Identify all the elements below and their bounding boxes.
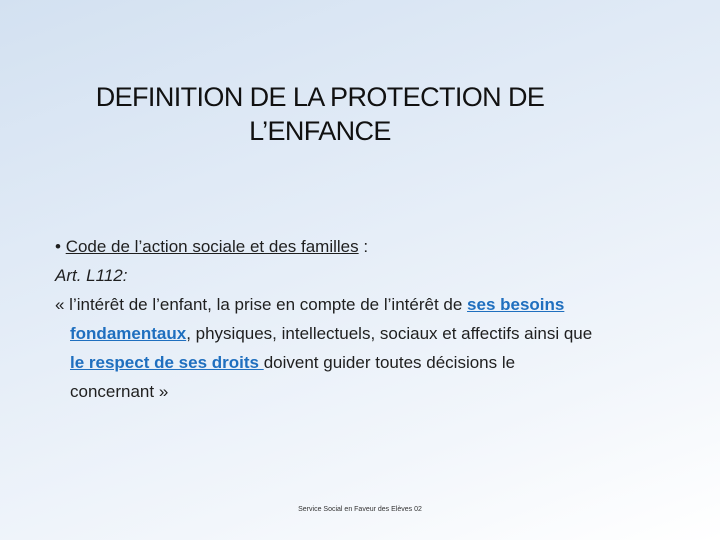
bullet-icon: • [55, 237, 61, 256]
slide-body [55, 232, 675, 406]
title-line-2: L’ENFANCE [249, 116, 391, 146]
link-droits[interactable]: le respect de ses droits [70, 353, 264, 372]
bullet-line [55, 232, 675, 261]
slide-footer: Service Social en Faveur des Elèves 02 [298, 506, 422, 513]
code-reference: Code de l’action sociale et des familles [65, 237, 359, 256]
article-ref: Art. L112: [55, 266, 128, 285]
quote-line-3 [55, 348, 675, 377]
quote-start: « l’intérêt de l’enfant, la prise en compte de l’intérêt de [55, 295, 468, 314]
title-line-1: DEFINITION DE LA PROTECTION DE [95, 82, 545, 112]
link-fondamentaux[interactable]: fondamentaux [70, 324, 187, 343]
link-besoins[interactable]: ses besoins [467, 295, 565, 314]
quote-mid: , physiques, intellectuels, sociaux et affectifs ainsi que [186, 324, 593, 343]
code-suffix: : [358, 237, 369, 256]
slide-title [60, 80, 580, 148]
quote-line-2 [55, 319, 675, 348]
quote-line-4: concernant » [70, 382, 169, 401]
quote-end-1: doivent guider toutes décisions le [263, 353, 516, 372]
quote-line-1 [55, 290, 675, 319]
